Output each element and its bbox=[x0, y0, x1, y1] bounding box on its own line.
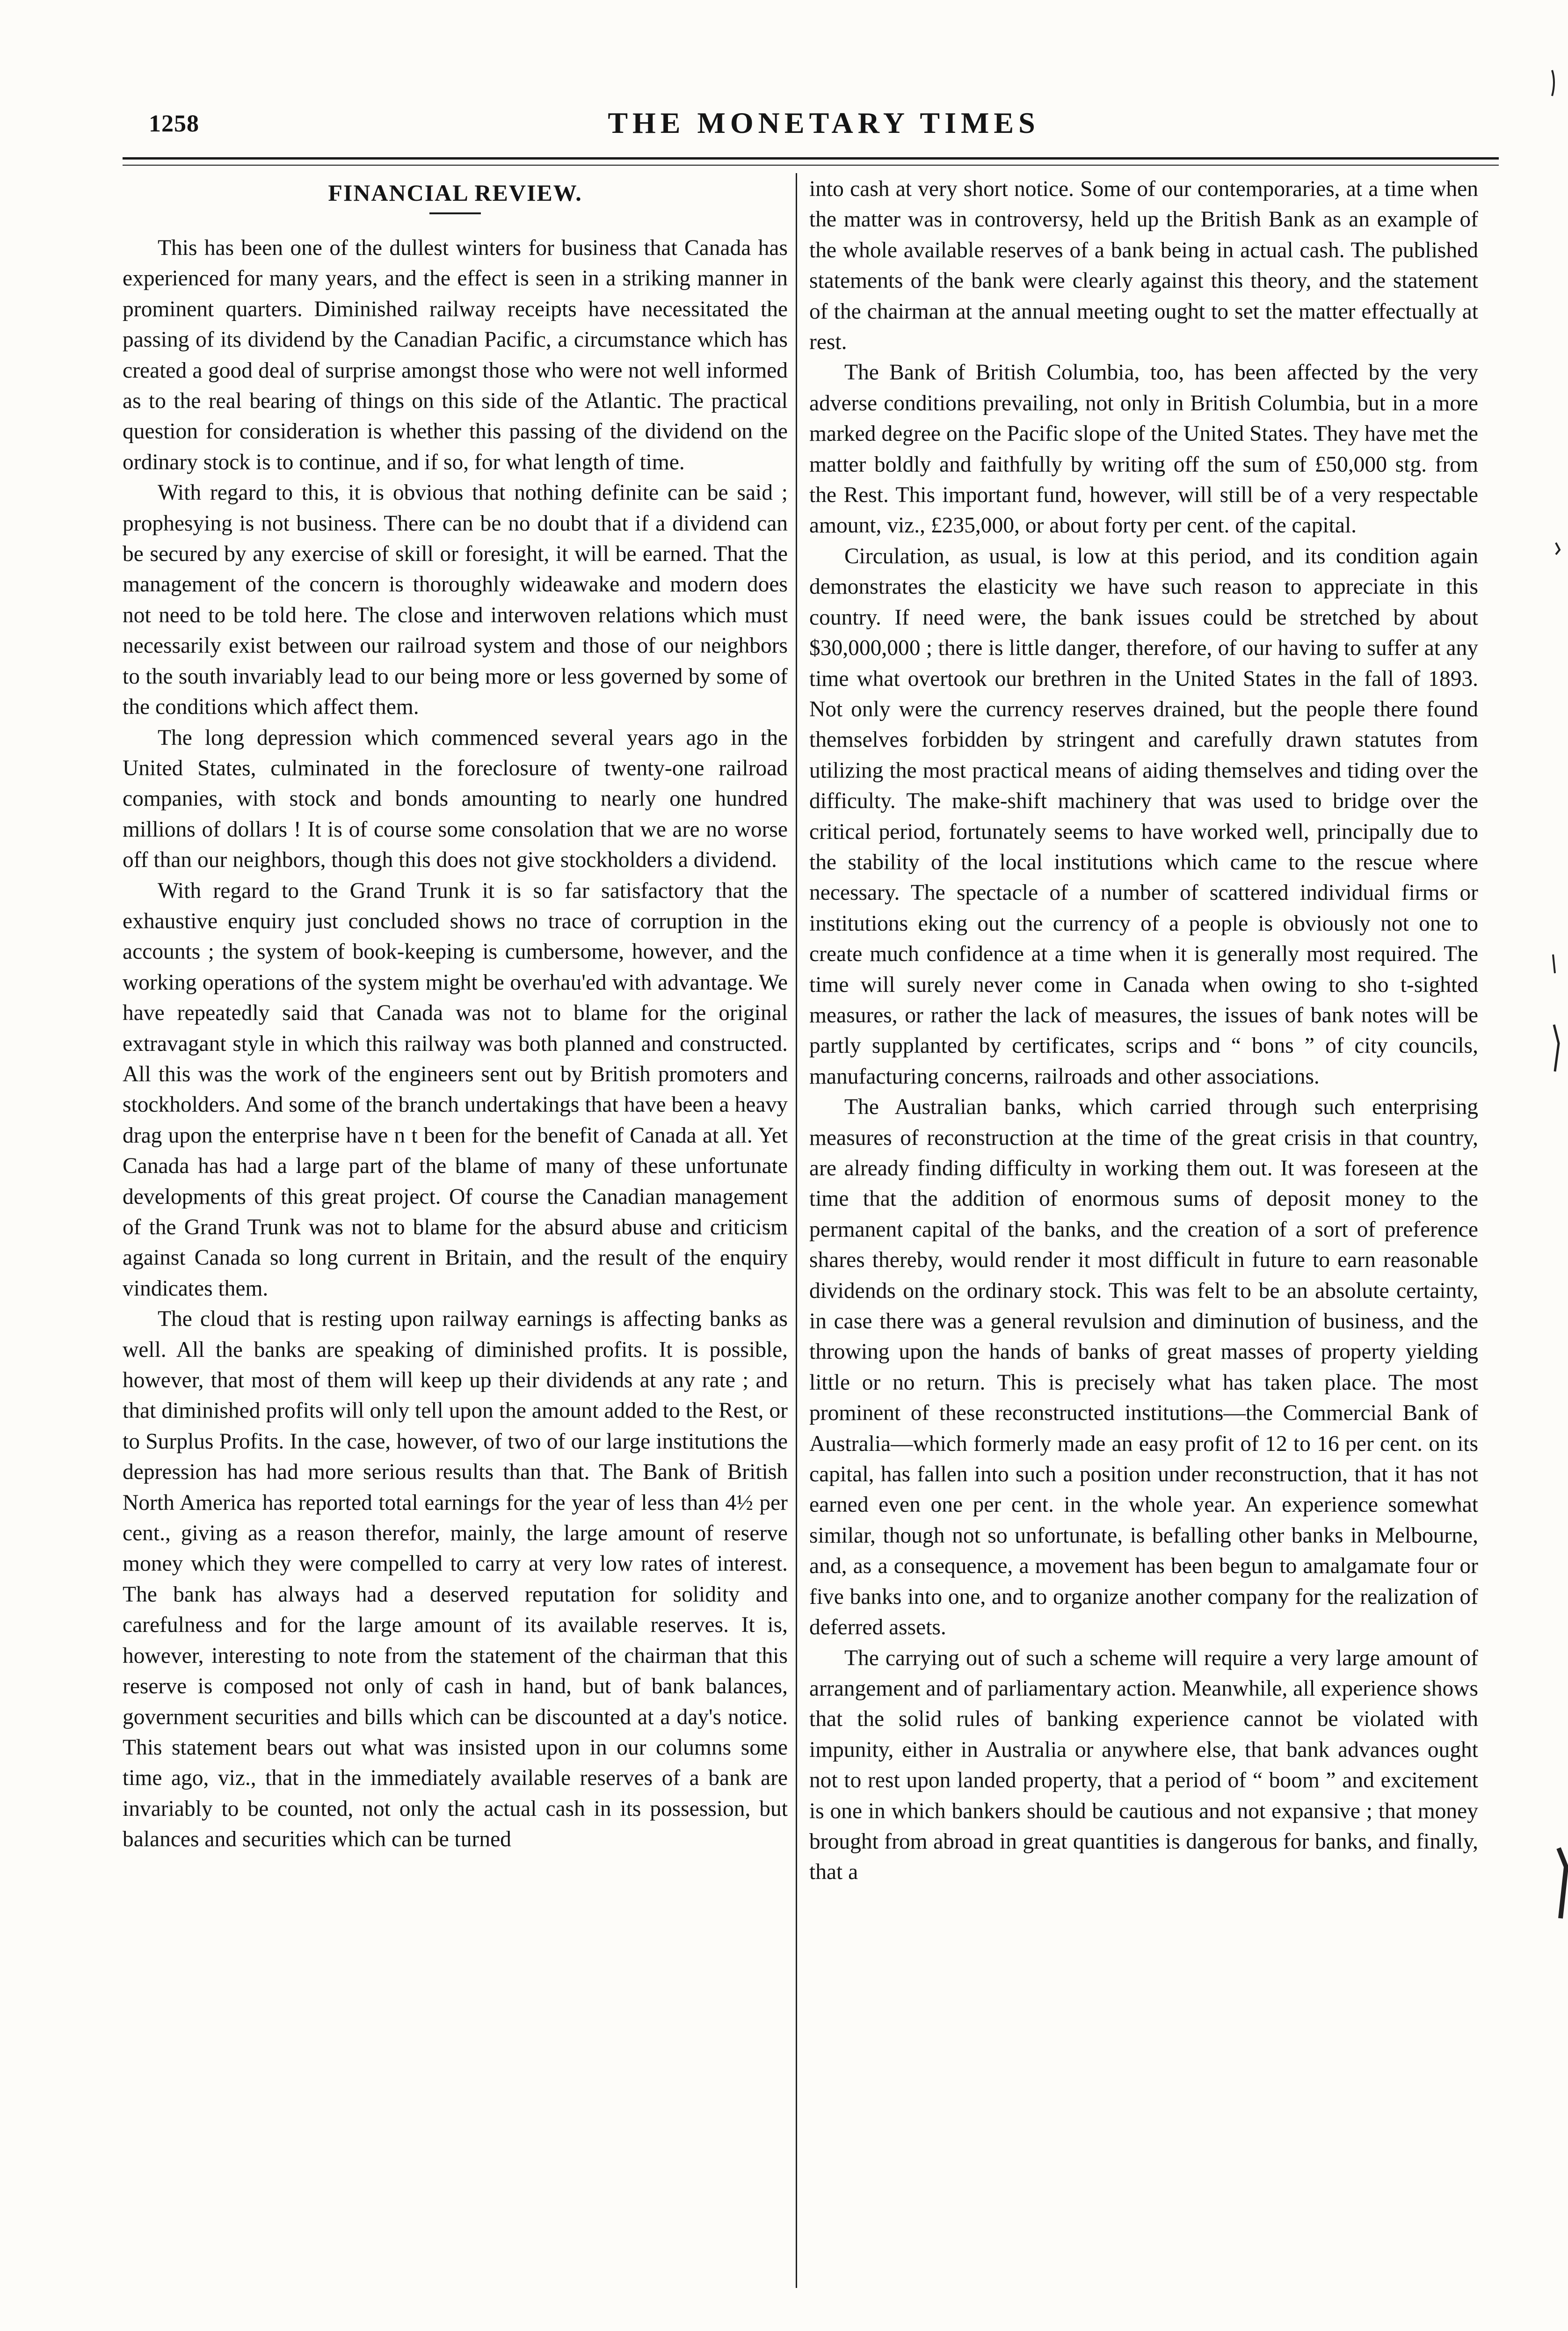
page-edge-marks bbox=[1540, 0, 1568, 2331]
page-number: 1258 bbox=[149, 110, 199, 137]
column-divider bbox=[796, 173, 797, 2288]
paragraph-continued: into cash at very short notice. Some of our contemporaries, at a time when the matter was in controversy, held up the British Bank as an example of the whole available reserves of a bank being in actual cash. The published statements of the bank were clearly against this theory, and the statement of the chairman at the annual meeting ought to set the matter effectually at rest. bbox=[809, 177, 1478, 355]
paragraph: The long depression which commenced several years ago in the United States, culminated in the foreclosure of twenty-one railroad companies, with stock and bonds amounting to nearly one hundred millions of dollars ! It is of course some consolation that we are no worse off than our neighbors, though this does not give stockholders a dividend. bbox=[123, 725, 788, 873]
header-rule-thin bbox=[123, 165, 1499, 166]
right-column bbox=[809, 174, 1478, 1888]
header-rule-thick bbox=[123, 157, 1499, 160]
journal-title: THE MONETARY TIMES bbox=[608, 106, 1040, 139]
paragraph: The Australian banks, which carried through such enterprising measures of reconstruction at the time of the great crisis in that country, are already finding difficulty in working them out. It was foreseen at the time that the addition of enormous sums of deposit money to the permanent capital of the banks, and the creation of a sort of preference shares thereby, would render it most difficult in future to earn reasonable dividends on the ordinary stock. This was felt to be an absolute certainty, in case there was a general revulsion and diminution of business, and the throwing upon the hands of banks of great masses of property yielding little or no return. This is precisely what has taken place. The most prominent of these reconstructed institutions—the Commercial Bank of Australia—which formerly made an easy profit of 12 to 16 per cent. on its capital, has fallen into such a position under reconstruction, that it has not earned even one per cent. in the whole year. An experience somewhat similar, though not so unfortunate, is befalling other banks in Melbourne, and, as a consequence, a movement has been begun to amalgamate four or five banks into one, and to organize another company for the realization of deferred assets. bbox=[809, 1095, 1478, 1640]
paragraph: The carrying out of such a scheme will require a very large amount of arrangement and of parliamentary action. Meanwhile, all experience shows that the solid rules of banking experience cannot be violated with impunity, either in Australia or anywhere else, that bank advances ought not to rest upon landed property, that a period of “ boom ” and excitement is one in which bankers should be cautious and not expansive ; that money brought from abroad in great quantities is dangerous for banks, and finally, that a bbox=[809, 1646, 1478, 1885]
paragraph: The cloud that is resting upon railway earnings is affecting banks as well. All the banks are speaking of diminished profits. It is possible, however, that most of them will keep up their dividends at any rate ; and that diminished profits will only tell upon the amount added to the Rest, or to Surplus Profits. In the case, however, of two of our large institutions the depression has had more serious results than that. The Bank of British North America has reported total earnings for the year of less than 4½ per cent., giving as a reason therefor, mainly, the large amount of reserve money which they were compelled to carry at very low rates of interest. The bank has always had a deserved reputation for solidity and carefulness and for the large amount of its available reserves. It is, however, interesting to note from the statement of the chairman that this reserve is composed not only of cash in hand, but of bank balances, government securities and bills which can be discounted at a day's notice. This statement bears out what was insisted upon in our columns some time ago, viz., that in the immediately available reserves of a bank are invariably to be counted, not only the actual cash in its possession, but balances and securities which can be turned bbox=[123, 1307, 788, 1852]
paragraph: With regard to this, it is obvious that nothing definite can be said ; prophesying is not business. There can be no doubt that if a dividend can be secured by any exercise of skill or foresight, it will be earned. That the management of the concern is thoroughly wideawake and modern does not need to be told here. The close and interwoven relations which must necessarily exist between our railroad system and those of our neighbors to the south invariably lead to our being more or less governed by some of the conditions which affect them. bbox=[123, 481, 788, 720]
heading-rule bbox=[429, 212, 481, 214]
paragraph: This has been one of the dullest winters for business that Canada has experienced for many years, and the effect is seen in a striking manner in prominent quarters. Diminished railway receipts have necessitated the passing of its dividend by the Canadian Pacific, a circumstance which has created a good deal of surprise amongst those who were not well informed as to the real bearing of things on this side of the Atlantic. The practical question for consideration is whether this passing of the dividend on the ordinary stock is to continue, and if so, for what length of time. bbox=[123, 236, 788, 474]
paragraph: With regard to the Grand Trunk it is so far satisfactory that the exhaustive enquiry just concluded shows no trace of corruption in the accounts ; the system of book-keeping is cumbersome, however, and the working operations of the system might be overhau'ed with advantage. We have repeatedly said that Canada was not to blame for the original extravagant style in which this railway was both planned and constructed. All this was the work of the engineers sent out by British promoters and stockholders. And some of the branch undertakings that have been a heavy drag upon the enterprise have n t been for the benefit of Canada at all. Yet Canada has had a large part of the blame of many of these unfortunate developments of this great project. Of course the Canadian management of the Grand Trunk was not to blame for the absurd abuse and criticism against Canada so long current in Britain, and the result of the enquiry vindicates them. bbox=[123, 878, 788, 1301]
paragraph: Circulation, as usual, is low at this period, and its condition again demonstrates the elasticity we have such reason to appreciate in this country. If need were, the bank issues could be stretched by about $30,000,000 ; there is little danger, therefore, of our having to suffer at any time what overtook our brethren in the United States in the fall of 1893. Not only were the currency reserves drained, but the people there found themselves forbidden by stringent and carefully drawn statutes from utilizing the most practical means of aiding themselves and tiding over the difficulty. The make-shift machinery that was used to bridge over the critical period, fortunately seems to have worked well, principally due to the stability of the local institutions which came to the rescue where necessary. The spectacle of a number of scattered individual firms or institutions eking out the currency of a people is obviously not one to create much confidence at a time when it is generally most required. The time will surely never come in Canada when owing to sho t-sighted measures, or rather the lack of measures, the issues of bank notes will be partly supplanted by certificates, scrips and “ bons ” of city councils, manufacturing concerns, railroads and other associations. bbox=[809, 544, 1478, 1089]
article-heading: FINANCIAL REVIEW. bbox=[328, 180, 582, 206]
left-column bbox=[123, 174, 788, 1855]
paragraph: The Bank of British Columbia, too, has been affected by the very adverse conditions prevailing, not only in British Columbia, but in a more marked degree on the Pacific slope of the United States. They have met the matter boldly and faithfully by writing off the sum of £50,000 stg. from the Rest. This important fund, however, will still be of a very respectable amount, viz., £235,000, or about forty per cent. of the capital. bbox=[809, 360, 1478, 538]
